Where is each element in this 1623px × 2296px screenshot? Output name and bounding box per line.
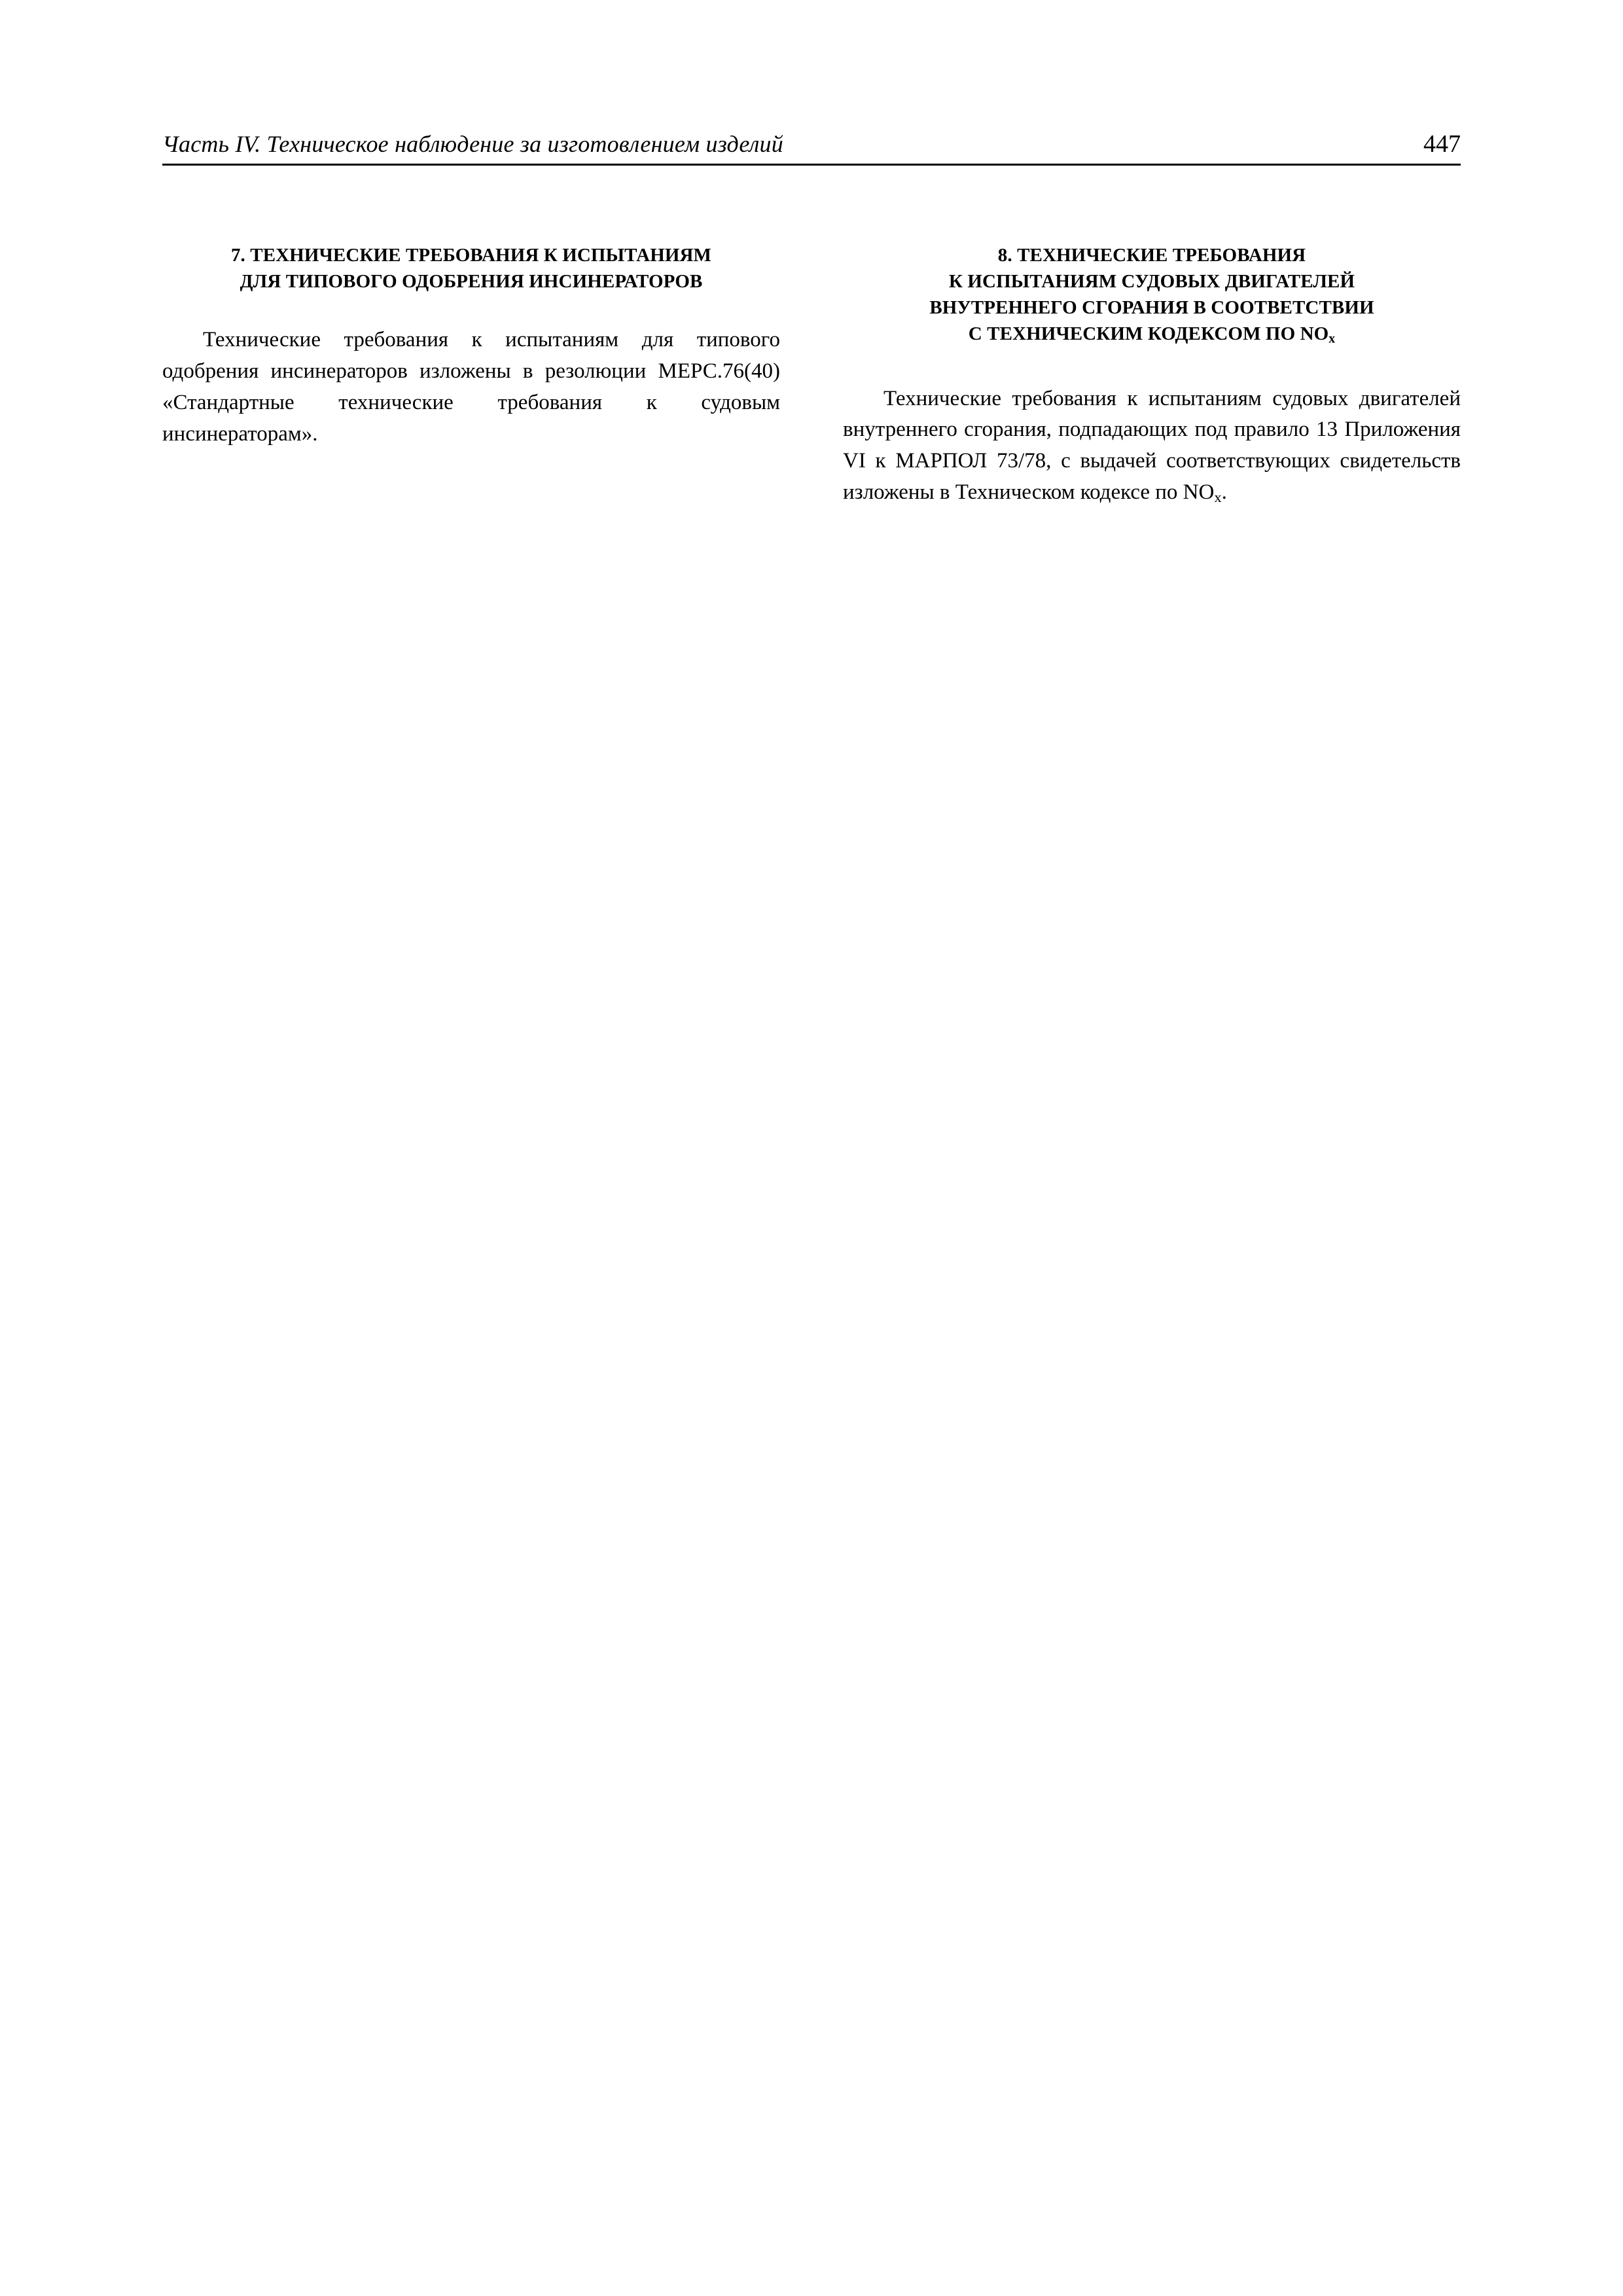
section-8-heading-line-4: [843, 321, 1461, 348]
section-8-heading-subscript: x: [1329, 331, 1336, 346]
running-header-title: Часть IV. Техническое наблюдение за изготовлением изделий: [162, 131, 783, 157]
page-header: [162, 130, 1461, 158]
body-columns: [162, 242, 1461, 509]
section-7-paragraph: Технические требования к испытаниям для типового одобрения инсинераторов изложены в резолюции МЕРС.76(40) «Стандартные технические требования к судовым инсинераторам».: [162, 328, 780, 446]
section-7-heading-line-2: ДЛЯ ТИПОВОГО ОДОБРЕНИЯ ИНСИНЕРАТОРОВ: [240, 271, 703, 293]
section-8-paragraph-part1: Технические требования к испытаниям судовых двигателей внутреннего сгорания, подпадающих под правило 13 Приложения VI к МАРПОЛ 73/78, с выдачей соответствующих свидетельств изложены в Техническом кодексе по NO: [843, 386, 1461, 505]
section-8-heading-line-3: ВНУТРЕННЕГО СГОРАНИЯ В СООТВЕТСТВИИ: [929, 297, 1374, 319]
section-8-heading: [843, 242, 1461, 348]
right-column: [843, 242, 1461, 509]
section-8-heading-line-1: 8. ТЕХНИЧЕСКИЕ ТРЕБОВАНИЯ: [997, 245, 1306, 266]
section-8-heading-line-4-text: С ТЕХНИЧЕСКИМ КОДЕКСОМ ПО NO: [968, 323, 1329, 345]
section-8-paragraph-subscript: x: [1214, 489, 1222, 506]
left-column: [162, 242, 780, 509]
section-8-paragraph-part2: .: [1221, 480, 1227, 505]
section-7-heading: [162, 242, 780, 295]
header-divider: [162, 164, 1461, 166]
section-8-paragraph: [843, 384, 1461, 509]
section-8-heading-line-2: К ИСПЫТАНИЯМ СУДОВЫХ ДВИГАТЕЛЕЙ: [948, 271, 1355, 293]
section-7-heading-line-1: 7. ТЕХНИЧЕСКИЕ ТРЕБОВАНИЯ К ИСПЫТАНИЯМ: [230, 245, 712, 266]
page-number: 447: [1423, 130, 1461, 158]
